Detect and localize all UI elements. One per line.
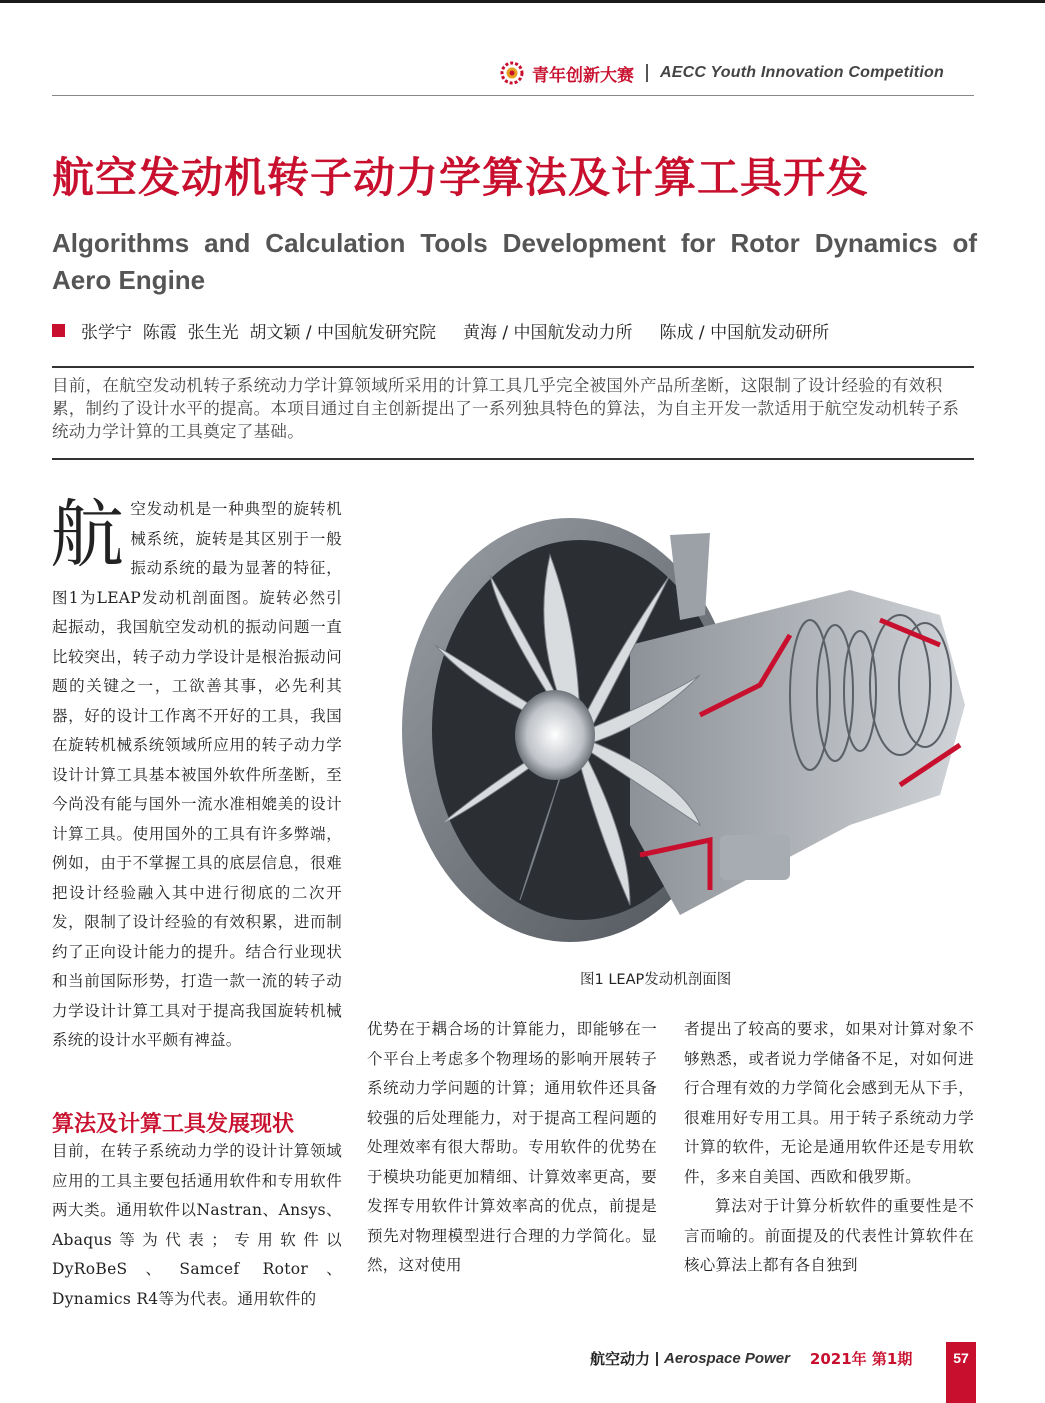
header-divider [646,64,648,82]
body-column-3 [684,1015,974,1281]
body-paragraph-intro: 空发动机是一种典型的旋转机械系统，旋转是其区别于一般振动系统的最为显著的特征，图1为LEAP发动机剖面图。旋转必然引起振动，我国航空发动机的振动问题一直比较突出，转子动力学设计是根治振动问题的关键之一，工欲善其事，必先利其器，好的设计工作离不开好的工具，我国在旋转机械系统领域所应用的转子动力学设计计算工具基本被国外软件所垄断，至今尚没有能与国外一流水准相媲美的设计计算工具。使用国外的工具有许多弊端，例如，由于不掌握工具的底层信息，很难把设计经验融入其中进行彻底的二次开发，限制了设计经验的有效积累，进而制约了正向设计能力的提升。结合行业现状和当前国际形势，打造一款一流的转子动力学设计计算工具对于提高我国旋转机械系统的设计水平颇有裨益。 [52,500,342,1049]
author-marker-icon [52,324,65,337]
article-title-en: Algorithms and Calculation Tools Development for Rotor Dynamics of Aero Engine [52,228,977,295]
author-line [52,318,829,343]
abstract-top-rule [52,366,974,368]
authors-text: 张学宁 陈霞 张生光 胡文颖 / 中国航发研究院 黄海 / 中国航发动力所 陈成 / 中国航发动研所 [81,323,830,343]
section-heading: 算法及计算工具发展现状 [52,1112,295,1137]
body-column-1-continued: 目前，在转子系统动力学的设计计算领域应用的工具主要包括通用软件和专用软件两大类。通用软件以Nastran、Ansys、Abaqus等为代表；专用软件以DyRoBeS、Samcef Rotor、Dynamics R4等为代表。通用软件的 [52,1142,342,1308]
footer-journal-cn: 航空动力 [590,1350,651,1368]
figure-caption: 图1 LEAP发动机剖面图 [580,972,732,988]
abstract-text: 目前，在航空发动机转子系统动力学计算领域所采用的计算工具几乎完全被国外产品所垄断，这限制了设计经验的有效积累，制约了设计水平的提高。本项目通过自主创新提出了一系列独具特色的算法，为自主开发一款适用于航空发动机转子系统动力学计算的工具奠定了基础。 [52,376,960,441]
gear-logo-icon [500,61,524,85]
top-rule [0,0,1045,3]
header-rule [52,95,974,96]
accessory-gearbox [720,835,790,880]
header-brand-cn: 青年创新大赛 [532,65,634,86]
article-title-cn: 航空发动机转子动力学算法及计算工具开发 [52,153,870,202]
footer-divider [656,1352,658,1366]
abstract-bottom-rule [52,458,974,460]
body-column-2: 优势在于耦合场的计算能力，即能够在一个平台上考虑多个物理场的影响开展转子系统动力学问题的计算；通用软件还具备较强的后处理能力，对于提高工程问题的处理效率有很大帮助。专用软件的优势在于模块功能更加精细、计算效率更高，要发挥专用软件计算效率高的优点，前提是预先对物理模型进行合理的力学简化。显然，这对使用 [367,1020,657,1274]
page-number: 57 [946,1342,976,1403]
footer-issue: 2021年 第1期 [809,1350,913,1368]
fan-spinner [515,690,595,780]
footer-journal-en: Aerospace Power [664,1350,790,1367]
drop-cap: 航 [50,492,125,578]
body-paragraph-col3b: 算法对于计算分析软件的重要性是不言而喻的。前面提及的代表性计算软件在核心算法上都有各自独到 [684,1197,974,1274]
page-footer [590,1348,912,1369]
body-column-1 [50,492,342,1056]
running-header [500,60,944,86]
engine-cutaway-figure [380,495,975,960]
header-brand-en: AECC Youth Innovation Competition [660,64,944,81]
body-paragraph-col3a: 者提出了较高的要求，如果对计算对象不够熟悉，或者说力学储备不足，对如何进行合理有效的力学简化会感到无从下手，很难用好专用工具。用于转子系统动力学计算的软件，无论是通用软件还是专用软件，多来自美国、西欧和俄罗斯。 [684,1020,974,1186]
